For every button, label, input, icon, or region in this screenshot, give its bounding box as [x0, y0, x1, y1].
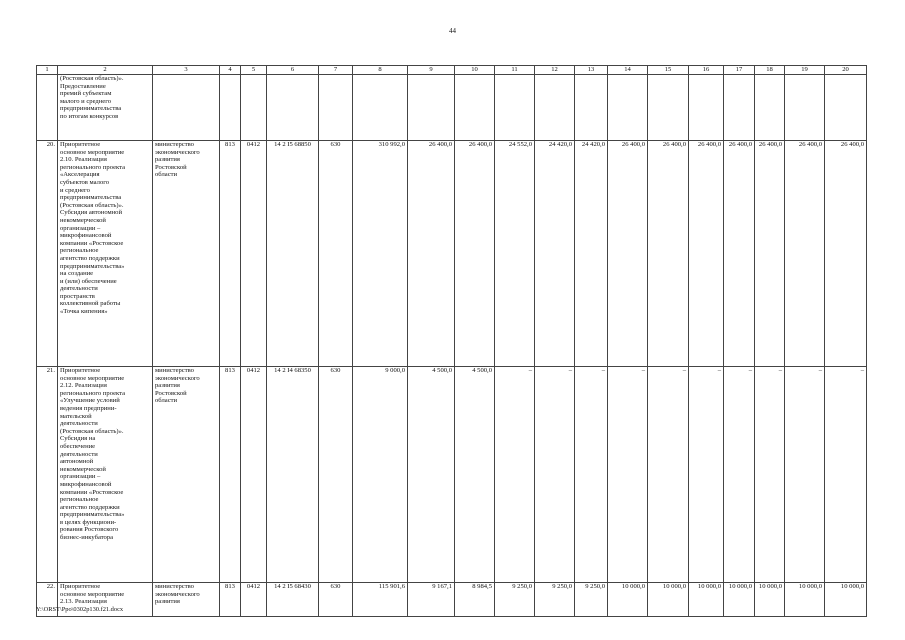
amount-cell: 26 400,0: [755, 141, 785, 367]
amount-cell: –: [648, 367, 689, 583]
column-number-13: 13: [575, 66, 608, 75]
budget-code: 630: [319, 141, 353, 367]
amount-cell: [755, 75, 785, 141]
row-number: 20.: [37, 141, 58, 367]
column-number-17: 17: [724, 66, 755, 75]
amount-cell: 26 400,0: [408, 141, 455, 367]
measure-name: Приоритетное основное мероприятие 2.13. Реализация: [58, 583, 153, 617]
amount-cell: [455, 75, 495, 141]
amount-cell: [689, 75, 724, 141]
amount-cell: 8 984,5: [455, 583, 495, 617]
executor: [153, 75, 220, 141]
amount-cell: [495, 75, 535, 141]
amount-cell: 10 000,0: [825, 583, 867, 617]
amount-cell: 9 250,0: [495, 583, 535, 617]
row-number: [37, 75, 58, 141]
amount-cell: 10 000,0: [608, 583, 648, 617]
amount-cell: 4 500,0: [455, 367, 495, 583]
amount-cell: 10 000,0: [724, 583, 755, 617]
column-number-5: 5: [241, 66, 267, 75]
budget-table: [36, 65, 867, 617]
amount-cell: 26 400,0: [648, 141, 689, 367]
amount-cell: 9 250,0: [575, 583, 608, 617]
budget-code: [241, 75, 267, 141]
column-number-2: 2: [58, 66, 153, 75]
amount-cell: [353, 75, 408, 141]
amount-cell: 26 400,0: [825, 141, 867, 367]
budget-code: 813: [220, 583, 241, 617]
amount-cell: 10 000,0: [689, 583, 724, 617]
budget-code: 0412: [241, 583, 267, 617]
column-number-3: 3: [153, 66, 220, 75]
column-number-8: 8: [353, 66, 408, 75]
budget-code: 14 2 I5 68430: [267, 583, 319, 617]
amount-cell: –: [724, 367, 755, 583]
amount-cell: 24 420,0: [575, 141, 608, 367]
column-number-20: 20: [825, 66, 867, 75]
column-number-4: 4: [220, 66, 241, 75]
measure-name: Приоритетное основное мероприятие 2.12. Реализация регионального проекта «Улучшение условий ведения предприни- мательской деятельности (Ростовская область)». Субсидия на обеспечение деятельности автономной некоммерческой организации – микрофинансовой компании «Ростовское региональное агентство поддержки предпринимательства» в целях функциони- рования Ростовского бизнес-инкубатора: [58, 367, 153, 583]
budget-code: [220, 75, 241, 141]
amount-cell: [408, 75, 455, 141]
executor: министерство экономического развития: [153, 583, 220, 617]
table-row: [37, 367, 867, 583]
amount-cell: 26 400,0: [608, 141, 648, 367]
budget-code: [267, 75, 319, 141]
amount-cell: 10 000,0: [648, 583, 689, 617]
amount-cell: [608, 75, 648, 141]
amount-cell: 24 552,0: [495, 141, 535, 367]
executor: министерство экономического развития Ростовской области: [153, 367, 220, 583]
budget-code: 14 2 I5 68850: [267, 141, 319, 367]
table-row: [37, 75, 867, 141]
budget-code: 0412: [241, 367, 267, 583]
measure-name: Приоритетное основное мероприятие 2.10. Реализация регионального проекта «Акселерация субъектов малого и среднего предпринимательства (Ростовская область)». Субсидия автономной некоммерческой организации – микрофинансовой компании «Ростовское региональное агентство поддержки предпринимательства» на создание и (или) обеспечение деятельности пространств коллективной работы «Точка кипения»: [58, 141, 153, 367]
row-number: 22.: [37, 583, 58, 617]
amount-cell: –: [535, 367, 575, 583]
row-number: 21.: [37, 367, 58, 583]
amount-cell: [575, 75, 608, 141]
file-path-footer: Y:\ORST\Ppo\0302p130.f21.docx: [36, 606, 124, 613]
amount-cell: 115 901,6: [353, 583, 408, 617]
column-number-12: 12: [535, 66, 575, 75]
column-number-1: 1: [37, 66, 58, 75]
budget-code: [319, 75, 353, 141]
amount-cell: –: [575, 367, 608, 583]
executor: министерство экономического развития Ростовской области: [153, 141, 220, 367]
amount-cell: [724, 75, 755, 141]
amount-cell: 10 000,0: [755, 583, 785, 617]
column-number-14: 14: [608, 66, 648, 75]
amount-cell: 4 500,0: [408, 367, 455, 583]
amount-cell: [825, 75, 867, 141]
amount-cell: 26 400,0: [724, 141, 755, 367]
amount-cell: 10 000,0: [785, 583, 825, 617]
column-number-19: 19: [785, 66, 825, 75]
column-number-15: 15: [648, 66, 689, 75]
measure-name: (Ростовская область)». Предоставление премий субъектам малого и среднего предпринимательства по итогам конкурсов: [58, 75, 153, 141]
amount-cell: 9 250,0: [535, 583, 575, 617]
column-number-11: 11: [495, 66, 535, 75]
amount-cell: 24 420,0: [535, 141, 575, 367]
budget-code: 630: [319, 583, 353, 617]
column-number-row: [37, 66, 867, 75]
column-number-10: 10: [455, 66, 495, 75]
budget-code: 0412: [241, 141, 267, 367]
amount-cell: 310 992,0: [353, 141, 408, 367]
budget-code: 630: [319, 367, 353, 583]
amount-cell: 26 400,0: [455, 141, 495, 367]
amount-cell: 26 400,0: [689, 141, 724, 367]
budget-code: 813: [220, 141, 241, 367]
amount-cell: –: [608, 367, 648, 583]
amount-cell: [785, 75, 825, 141]
amount-cell: –: [755, 367, 785, 583]
table-row: [37, 141, 867, 367]
amount-cell: [648, 75, 689, 141]
column-number-16: 16: [689, 66, 724, 75]
column-number-7: 7: [319, 66, 353, 75]
page-number: 44: [449, 27, 456, 35]
table-row: [37, 583, 867, 617]
amount-cell: –: [689, 367, 724, 583]
budget-code: 813: [220, 367, 241, 583]
amount-cell: –: [825, 367, 867, 583]
column-number-6: 6: [267, 66, 319, 75]
amount-cell: 9 167,1: [408, 583, 455, 617]
amount-cell: –: [495, 367, 535, 583]
column-number-9: 9: [408, 66, 455, 75]
amount-cell: [535, 75, 575, 141]
amount-cell: 9 000,0: [353, 367, 408, 583]
budget-code: 14 2 I4 68350: [267, 367, 319, 583]
column-number-18: 18: [755, 66, 785, 75]
amount-cell: 26 400,0: [785, 141, 825, 367]
amount-cell: –: [785, 367, 825, 583]
